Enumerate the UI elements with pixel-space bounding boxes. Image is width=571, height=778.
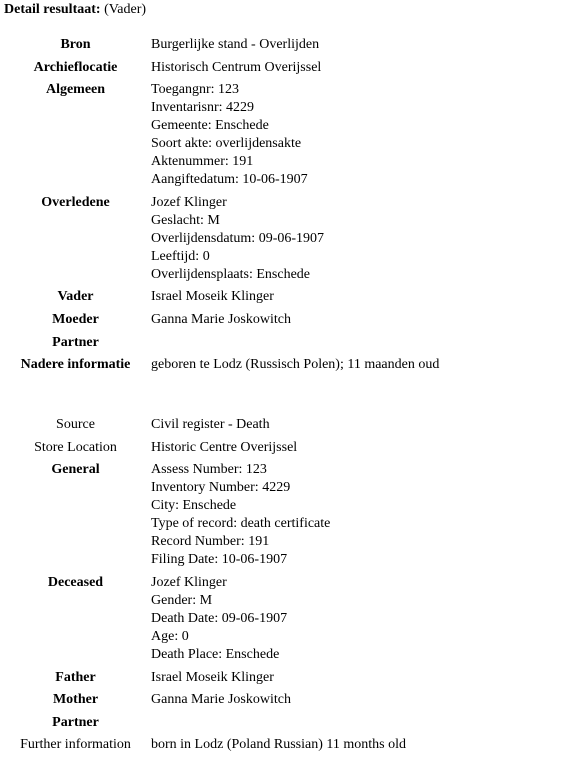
algemeen-line: Aangiftedatum: 10-06-1907 <box>151 172 308 188</box>
page-title-suffix: (Vader) <box>100 2 147 17</box>
value-overledene <box>147 194 571 284</box>
value-deceased <box>147 574 571 664</box>
value-source: Civil register - Death <box>151 417 270 433</box>
general-line: Type of record: death certificate <box>151 516 331 532</box>
section-spacer <box>4 374 571 416</box>
algemeen-line: Soort akte: overlijdensakte <box>151 136 302 152</box>
label-nadere-informatie: Nadere informatie <box>20 357 131 373</box>
label-store-location: Store Location <box>34 439 117 455</box>
row-bron <box>4 36 571 54</box>
label-further-information: Further information <box>20 737 131 753</box>
value-bron: Burgerlijke stand - Overlijden <box>151 37 320 52</box>
value-general <box>147 461 571 569</box>
overledene-line: Geslacht: M <box>151 212 220 228</box>
deceased-line: Death Date: 09-06-1907 <box>151 610 288 626</box>
row-nadere-informatie <box>4 356 571 374</box>
row-overledene <box>4 194 571 284</box>
row-mother <box>4 691 571 709</box>
general-line: Filing Date: 10-06-1907 <box>151 552 288 568</box>
overledene-line: Overlijdensplaats: Enschede <box>151 266 311 282</box>
detail-table-english <box>4 416 571 754</box>
label-partner-en: Partner <box>52 714 99 730</box>
algemeen-line: Inventarisnr: 4229 <box>151 100 255 116</box>
deceased-line: Death Place: Enschede <box>151 646 280 662</box>
label-deceased: Deceased <box>47 574 104 590</box>
label-source: Source <box>56 417 95 433</box>
page-title <box>4 1 571 19</box>
overledene-line: Jozef Klinger <box>151 194 227 210</box>
value-partner <box>147 334 571 352</box>
row-moeder <box>4 311 571 329</box>
value-mother: Ganna Marie Joskowitch <box>151 692 291 708</box>
deceased-line: Gender: M <box>151 592 213 608</box>
detail-table-dutch <box>4 36 571 374</box>
general-line: Inventory Number: 4229 <box>151 480 291 496</box>
page-title-bold: Detail resultaat: <box>4 2 101 17</box>
overledene-line: Overlijdensdatum: 09-06-1907 <box>151 230 325 246</box>
row-further-information <box>4 736 571 754</box>
row-partner-en <box>4 714 571 732</box>
label-moeder: Moeder <box>52 311 99 327</box>
label-overledene: Overledene <box>41 194 110 210</box>
value-further-information: born in Lodz (Poland Russian) 11 months old <box>151 737 406 753</box>
value-vader: Israel Moseik Klinger <box>151 289 274 305</box>
general-line: Assess Number: 123 <box>151 462 267 478</box>
label-mother: Mother <box>52 692 99 708</box>
value-store-location: Historic Centre Overijssel <box>151 439 298 455</box>
label-partner: Partner <box>52 334 99 350</box>
general-line: City: Enschede <box>151 498 237 514</box>
algemeen-line: Aktenummer: 191 <box>151 154 254 170</box>
value-archieflocatie: Historisch Centrum Overijssel <box>151 59 322 75</box>
row-store-location <box>4 439 571 457</box>
deceased-line: Jozef Klinger <box>151 574 227 590</box>
row-vader <box>4 288 571 306</box>
row-algemeen <box>4 81 571 189</box>
value-father: Israel Moseik Klinger <box>151 669 274 685</box>
value-moeder: Ganna Marie Joskowitch <box>151 311 291 327</box>
overledene-line: Leeftijd: 0 <box>151 248 210 264</box>
row-archieflocatie <box>4 59 571 77</box>
value-partner-en <box>147 714 571 732</box>
row-partner <box>4 334 571 352</box>
label-archieflocatie: Archieflocatie <box>33 59 118 75</box>
general-line: Record Number: 191 <box>151 534 270 550</box>
label-father: Father <box>55 669 96 685</box>
value-algemeen <box>147 81 571 189</box>
row-general <box>4 461 571 569</box>
row-father <box>4 669 571 687</box>
label-general: General <box>51 462 100 478</box>
algemeen-line: Toegangnr: 123 <box>151 82 240 98</box>
deceased-line: Age: 0 <box>151 628 189 644</box>
label-algemeen: Algemeen <box>45 82 106 98</box>
label-vader: Vader <box>57 289 94 305</box>
row-source <box>4 416 571 434</box>
row-deceased <box>4 574 571 664</box>
label-bron: Bron <box>60 37 91 52</box>
algemeen-line: Gemeente: Enschede <box>151 118 269 134</box>
value-nadere-informatie: geboren te Lodz (Russisch Polen); 11 maanden oud <box>151 357 440 373</box>
